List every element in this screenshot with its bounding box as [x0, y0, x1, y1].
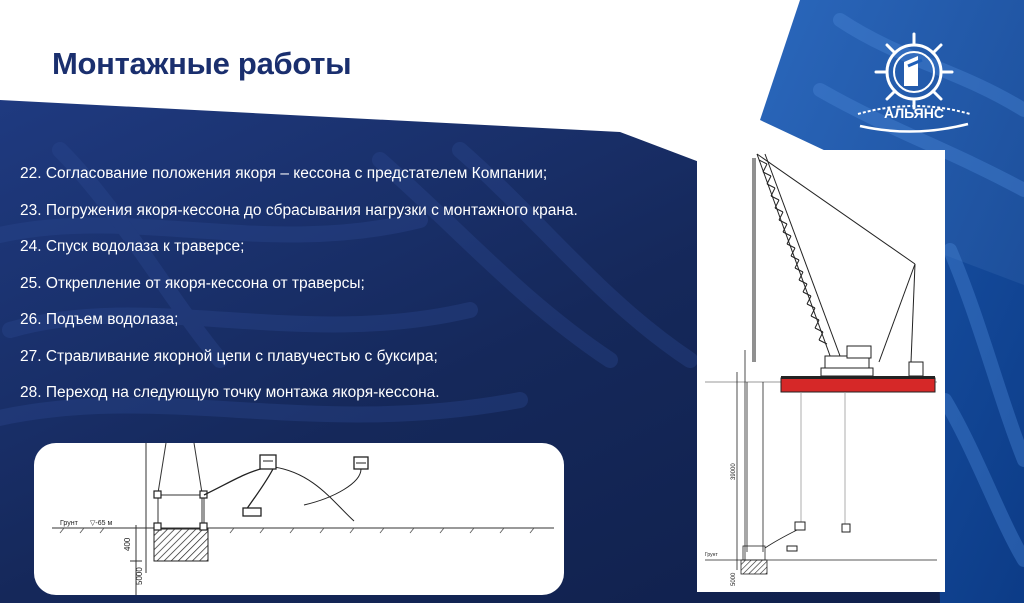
dim-bottom-label: 5000 — [731, 572, 737, 586]
step-item-22: 22. Согласование положения якоря – кессона с предстателем Компании; — [20, 165, 548, 182]
steps-list — [20, 164, 680, 420]
ship-wheel-icon — [876, 34, 952, 108]
ground-label: Грунт — [60, 520, 78, 527]
step-item-24: 24. Спуск водолаза к траверсе; — [20, 238, 245, 255]
step-item-28: 28. Переход на следующую точку монтажа якоря-кессона. — [20, 384, 440, 401]
step-item-23: 23. Погружения якоря-кессона до сбрасывания нагрузки с монтажного крана. — [20, 201, 578, 219]
step-item-26: 26. Подъем водолаза; — [20, 311, 179, 328]
crane-diagram-panel — [697, 150, 945, 592]
dim-vertical-label: 39000 — [731, 463, 737, 480]
seabed-diagram — [34, 443, 564, 595]
company-logo — [850, 28, 978, 136]
page-title: Монтажные работы — [52, 46, 352, 81]
seabed-diagram-panel — [34, 443, 564, 595]
logo-text: АЛЬЯНС — [884, 105, 944, 121]
dim-upper-label: 400 — [123, 537, 132, 551]
depth-label: ▽-65 м — [90, 520, 113, 527]
dim-lower-label: 5000 — [135, 567, 144, 585]
right-ground-label: Грунт — [705, 552, 718, 558]
crane-diagram — [697, 150, 945, 592]
step-item-25: 25. Открепление от якоря-кессона от траверсы; — [20, 274, 365, 292]
step-item-27: 27. Стравливание якорной цепи с плавучестью с буксира; — [20, 347, 438, 365]
